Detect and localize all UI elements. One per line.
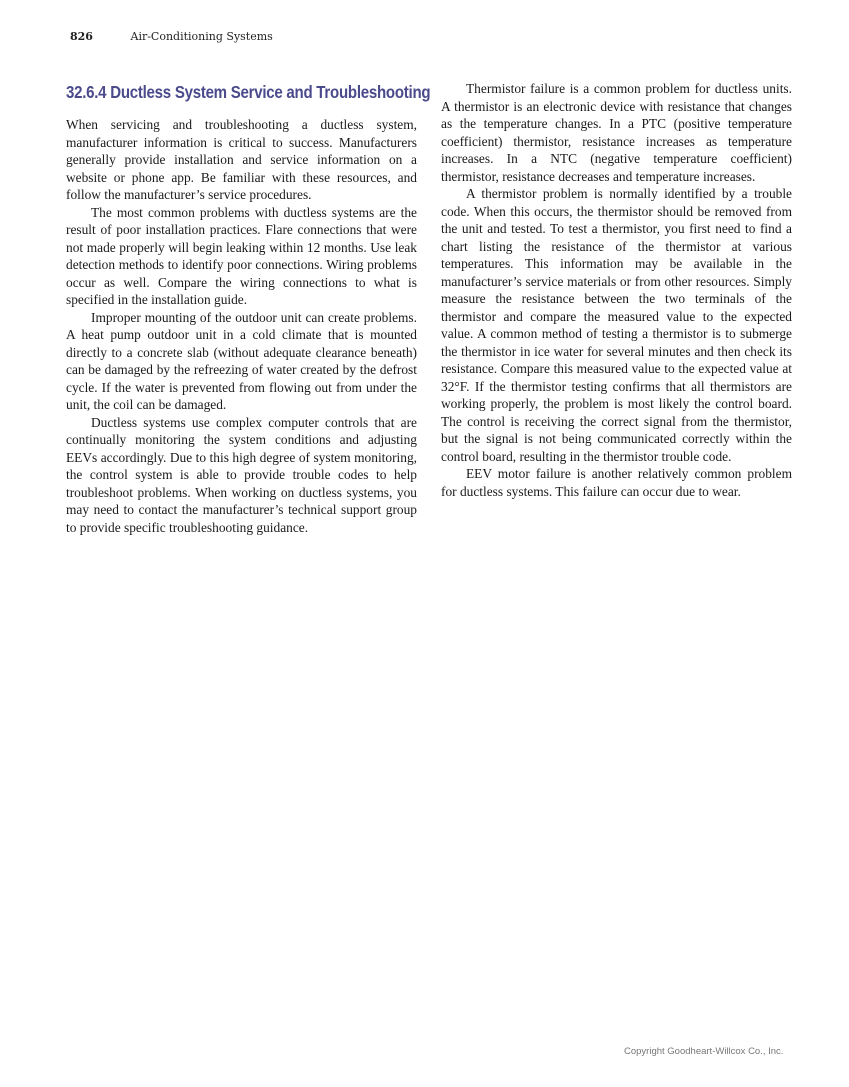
paragraph: When servicing and troubleshooting a ductless system, manufacturer information is critical to success. Manufacturers generally provide installation and service information on a website or phone app. Be familiar with these resources, and follow the manufacturer’s service procedures. bbox=[66, 117, 417, 202]
paragraph: The most common problems with ductless systems are the result of poor installation practices. Flare connections that were not made properly will begin leaking within 12 months. Use leak detection methods to identify poor connections. Wiring problems occur as well. Compare the wiring connections to what is specified in the installation guide. bbox=[66, 204, 417, 307]
paragraph: Improper mounting of the outdoor unit can create problems. A heat pump outdoor unit in a cold climate that is mounted directly to a concrete slab (without adequate clearance beneath) can be damaged by the refreezing of water created by the defrost cycle. If the water is prevented from flowing out from under the unit, the coil can be damaged. bbox=[66, 309, 417, 412]
paragraph: Ductless systems use complex computer controls that are continually monitoring the system conditions and adjusting EEVs accordingly. Due to this high degree of system monitoring, the control system is able to provide trouble codes to help troubleshoot problems. When working on ductless systems, you may need to contact the manufacturer’s technical support group to provide specific troubleshooting guidance. bbox=[66, 414, 417, 535]
paragraph: EEV motor failure is another relatively common problem for ductless systems. This failure can occur due to wear. bbox=[441, 466, 792, 499]
paragraph: A thermistor problem is normally identified by a trouble code. When this occurs, the thermistor should be removed from the unit and tested. To test a thermistor, you first need to find a chart listing the resistance of the thermistor at various temperatures. This information may be available in the manufacturer’s service materials or from other resources. Simply measure the resistance between the two terminals of the thermistor and compare the measured value to the expected value. A common method of testing a thermistor is to submerge the thermistor in ice water for several minutes and then check its resistance. Compare this measured value to the expected value at 32°F. If the thermistor testing confirms that all thermistors are working properly, the problem is most likely the control board. The control is receiving the correct signal from the thermistor, but the signal is not being communicated correctly within the control board, resulting in the thermistor trouble code. bbox=[441, 186, 792, 464]
chapter-title: Air-Conditioning Systems bbox=[130, 30, 273, 43]
right-column bbox=[441, 80, 792, 500]
running-head bbox=[70, 30, 273, 43]
section-heading: 32.6.4 Ductless System Service and Troubleshooting bbox=[66, 82, 431, 102]
paragraph: Thermistor failure is a common problem for ductless units. A thermistor is an electronic device with resistance that changes as the temperature changes. In a PTC (positive temperature coefficient) thermistor, resistance increases as temperature increases. In a NTC (negative temperature coefficient) thermistor, resistance decreases and temperature increases. bbox=[441, 81, 792, 184]
page-number: 826 bbox=[70, 30, 93, 43]
copyright-footer: Copyright Goodheart-Willcox Co., Inc. bbox=[624, 1046, 784, 1057]
left-column bbox=[66, 80, 431, 536]
